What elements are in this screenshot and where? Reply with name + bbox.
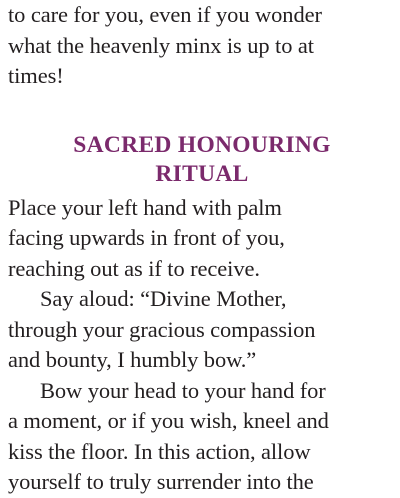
text-line: Bow your head to your hand for [40, 377, 326, 403]
text-line: Say aloud: “Divine Mother, [40, 286, 287, 311]
section-heading [8, 131, 396, 189]
text-line: reaching out as if to receive. [8, 255, 260, 281]
text-line: and bounty, I humbly bow.” [8, 347, 257, 372]
instruction-paragraph-2 [8, 284, 396, 376]
heading-line-1: SACRED HONOURING [73, 131, 331, 158]
text-line: a moment, or if you wish, kneel and [8, 408, 329, 433]
text-line: yourself to truly surrender into the [8, 469, 314, 494]
text-line: times! [8, 63, 64, 88]
text-line: facing upwards in front of you, [8, 225, 285, 250]
intro-paragraph [8, 0, 396, 92]
text-line: what the heavenly minx is up to at [8, 32, 314, 58]
text-line: to care for you, even if you wonder [8, 2, 322, 27]
instruction-paragraph-1 [8, 193, 396, 285]
text-line: Place your left hand with palm [8, 194, 282, 220]
book-page [8, 0, 396, 498]
text-line: through your gracious compassion [8, 316, 316, 342]
instruction-paragraph-3 [8, 376, 396, 498]
heading-line-2: RITUAL [155, 160, 249, 187]
text-line: kiss the floor. In this action, allow [8, 438, 311, 464]
